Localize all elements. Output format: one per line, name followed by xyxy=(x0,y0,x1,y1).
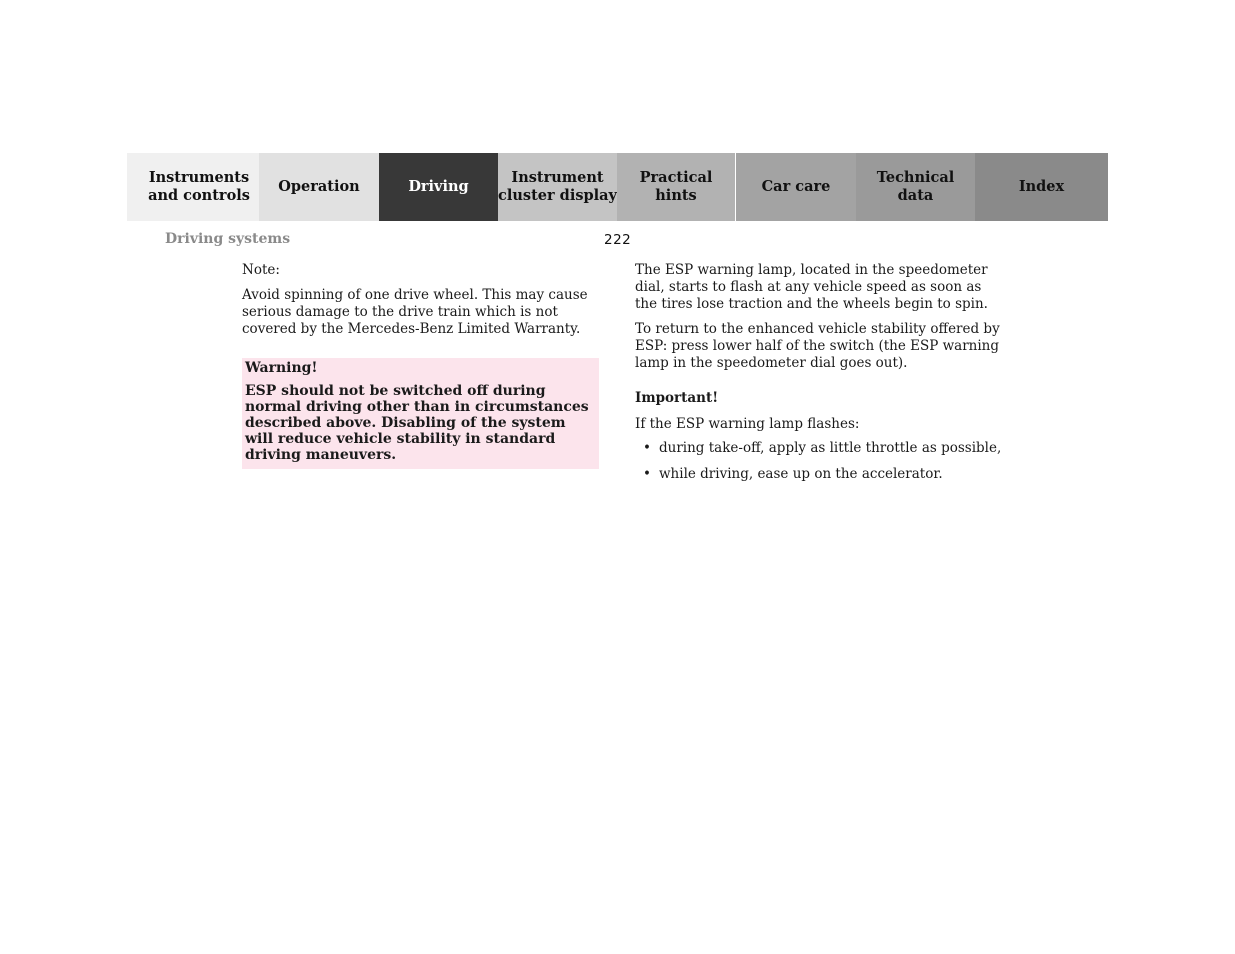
warning-text: ESP should not be switched off during normal driving other than in circumstances described above. Disabling of the system will reduce vehicle stability in standard driving maneuvers. xyxy=(245,383,589,463)
warning-box xyxy=(242,358,599,469)
section-tab-bar xyxy=(127,153,1108,221)
tab-car-care[interactable]: Car care xyxy=(736,153,856,221)
tab-practical-hints[interactable]: Practical hints xyxy=(617,153,736,221)
bullet-icon: • xyxy=(643,466,651,482)
section-title: Driving systems xyxy=(165,231,291,247)
bullet-list xyxy=(635,440,1005,483)
tab-operation[interactable]: Operation xyxy=(259,153,379,221)
flash-label: If the ESP warning lamp flashes: xyxy=(635,416,860,432)
left-column xyxy=(242,262,602,469)
page-number: 222 xyxy=(604,232,632,248)
warning-title: Warning! xyxy=(245,360,318,376)
important-heading: Important! xyxy=(635,390,719,406)
bullet-icon: • xyxy=(643,440,651,456)
list-item xyxy=(635,466,1005,483)
list-item-text: during take-off, apply as little throttle as possible, xyxy=(659,440,1002,456)
tab-technical-data[interactable]: Technical data xyxy=(856,153,975,221)
tab-driving[interactable]: Driving xyxy=(379,153,498,221)
tab-instruments-and-controls[interactable]: Instruments and controls xyxy=(127,153,259,221)
esp-return-paragraph: To return to the enhanced vehicle stability offered by ESP: press lower half of the switch (the ESP warning lamp in the speedometer dial goes out). xyxy=(635,321,1000,371)
tab-index[interactable]: Index xyxy=(975,153,1108,221)
note-label: Note: xyxy=(242,262,280,278)
note-text: Avoid spinning of one drive wheel. This may cause serious damage to the drive train which is not covered by the Mercedes-Benz Limited Warranty. xyxy=(242,287,588,337)
list-item-text: while driving, ease up on the accelerator. xyxy=(659,466,943,482)
esp-lamp-paragraph: The ESP warning lamp, located in the speedometer dial, starts to flash at any vehicle speed as soon as the tires lose traction and the wheels begin to spin. xyxy=(635,262,988,312)
tab-instrument-cluster-display[interactable]: Instrument cluster display xyxy=(498,153,617,221)
list-item xyxy=(635,440,1005,457)
right-column xyxy=(635,262,1005,492)
